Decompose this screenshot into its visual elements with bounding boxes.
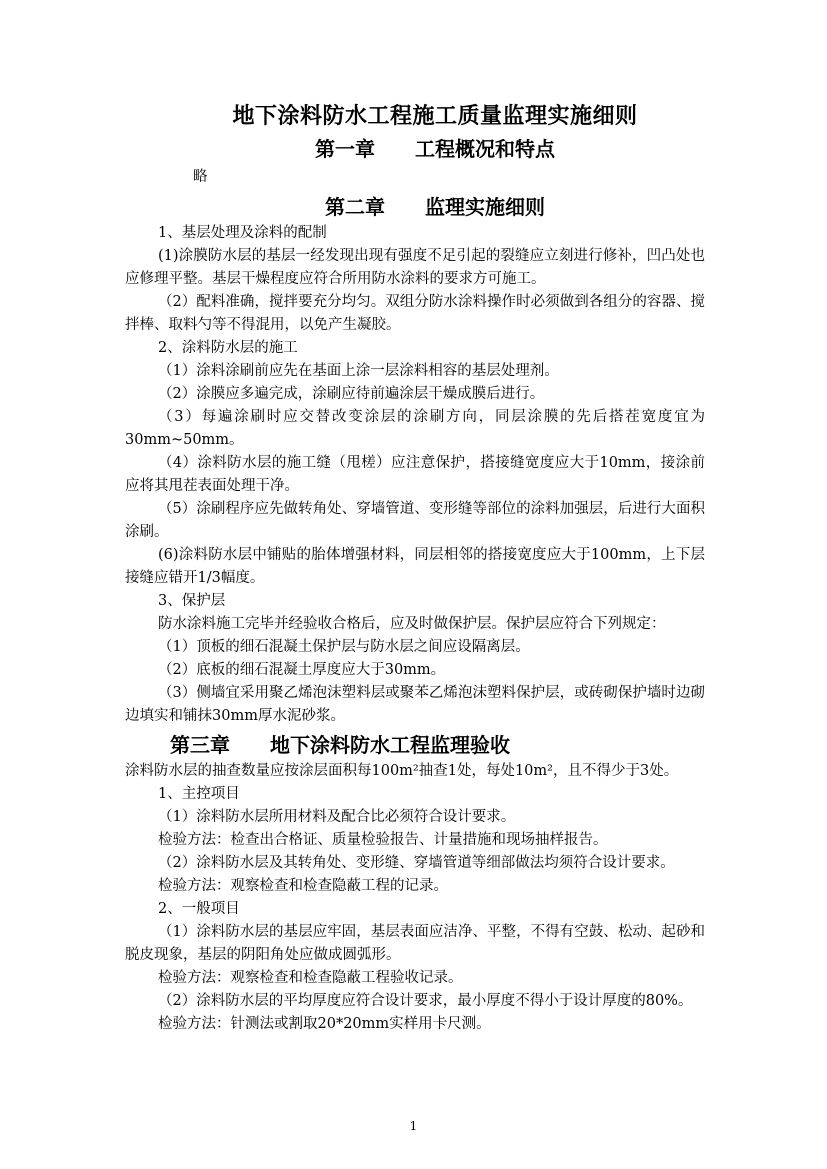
chapter2-heading: 第二章 监理实施细则	[325, 195, 545, 219]
paragraph: (6)涂料防水层中铺贴的胎体增强材料，同层相邻的搭接宽度应大于100mm，上下层接缝应错开1/3幅度。	[125, 547, 705, 586]
paragraph: （2）涂料防水层及其转角处、变形缝、穿墙管道等细部做法均须符合设计要求。	[158, 855, 675, 871]
inspection-method: 检验方法：针测法或割取20*20mm实样用卡尺测。	[158, 1016, 491, 1032]
document-body	[125, 100, 705, 1036]
paragraph: （2）底板的细石混凝土厚度应大于30mm。	[158, 662, 446, 678]
section-heading: 2、一般项目	[158, 901, 240, 917]
paragraph: （1）涂料防水层所用材料及配合比必须符合设计要求。	[158, 809, 516, 825]
section-heading: 1、基层处理及涂料的配制	[158, 225, 327, 241]
paragraph: (1)涂膜防水层的基层一经发现出现有强度不足引起的裂缝应立刻进行修补，凹凸处也应修理平整。基层干燥程度应符合所用防水涂料的要求方可施工。	[125, 248, 705, 287]
paragraph: 防水涂料施工完毕并经验收合格后，应及时做保护层。保护层应符合下列规定：	[158, 616, 666, 632]
page-number: 1	[409, 1119, 418, 1133]
section-heading: 2、涂料防水层的施工	[158, 340, 298, 356]
inspection-method: 检验方法：观察检查和检查隐蔽工程的记录。	[158, 878, 448, 894]
paragraph: （4）涂料防水层的施工缝（甩槎）应注意保护，搭接缝宽度应大于10mm，接涂前应将其甩茬表面处理干净。	[125, 455, 705, 494]
chapter3-heading: 第三章 地下涂料防水工程监理验收	[170, 733, 510, 757]
paragraph: （3）每遍涂刷时应交替改变涂层的涂刷方向，同层涂膜的先后搭茬宽度宜为30mm~50mm。	[125, 409, 705, 448]
paragraph: （1）涂料涂刷前应先在基面上涂一层涂料相容的基层处理剂。	[158, 363, 559, 379]
paragraph: （2）配料准确，搅拌要充分均匀。双组分防水涂料操作时必须做到各组分的容器、搅拌棒、取料勺等不得混用，以免产生凝胶。	[125, 294, 705, 333]
paragraph: （2）涂料防水层的平均厚度应符合设计要求，最小厚度不得小于设计厚度的80%。	[158, 993, 693, 1009]
chapter1-body: 略	[193, 169, 208, 185]
document-title: 地下涂料防水工程施工质量监理实施细则	[232, 104, 638, 129]
section-heading: 1、主控项目	[158, 786, 240, 802]
chapter3-intro: 涂料防水层的抽查数量应按涂层面积每100m²抽查1处，每处10m²，且不得少于3处。	[125, 763, 679, 779]
paragraph: （3）侧墙宜采用聚乙烯泡沫塑料层或聚苯乙烯泡沫塑料保护层，或砖砌保护墙时边砌边填实和铺抹30mm厚水泥砂浆。	[125, 685, 705, 724]
paragraph: （5）涂刷程序应先做转角处、穿墙管道、变形缝等部位的涂料加强层，后进行大面积涂刷。	[125, 501, 705, 540]
paragraph: （1）涂料防水层的基层应牢固，基层表面应洁净、平整，不得有空鼓、松动、起砂和脱皮现象，基层的阴阳角处应做成圆弧形。	[125, 924, 705, 963]
paragraph: （2）涂膜应多遍完成，涂刷应待前遍涂层干燥成膜后进行。	[158, 386, 545, 402]
inspection-method: 检验方法：观察检查和检查隐蔽工程验收记录。	[158, 970, 463, 986]
section-heading: 3、保护层	[158, 593, 226, 609]
inspection-method: 检验方法：检查出合格证、质量检验报告、计量措施和现场抽样报告。	[158, 832, 608, 848]
paragraph: （1）顶板的细石混凝土保护层与防水层之间应设隔离层。	[158, 639, 530, 655]
chapter1-heading: 第一章 工程概况和特点	[315, 137, 555, 161]
